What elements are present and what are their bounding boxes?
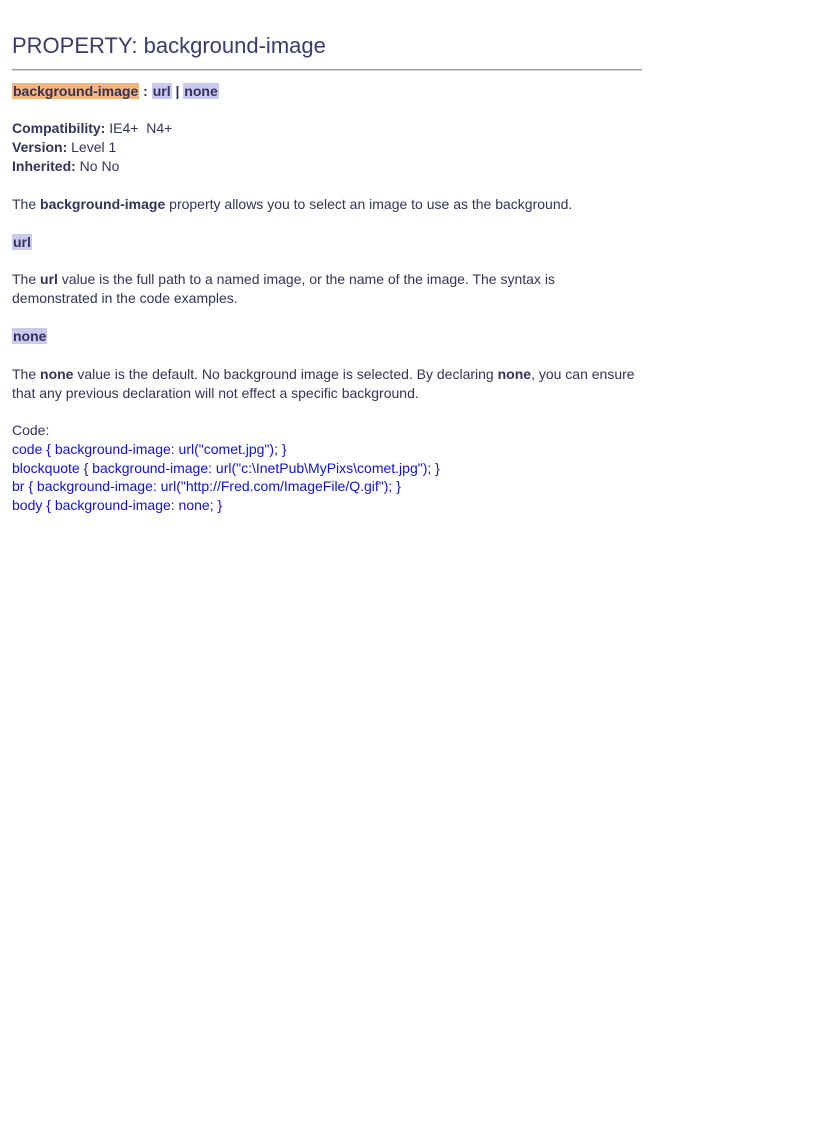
- syntax-line: [12, 82, 219, 100]
- intro-paragraph: [12, 195, 642, 214]
- syntax-value-none: none: [184, 83, 218, 99]
- intro-after: property allows you to select an image to use as the background.: [165, 196, 573, 212]
- compatibility-label: Compatibility:: [12, 120, 106, 136]
- url-heading-text: url: [13, 234, 31, 250]
- code-line-4: body { background-image: none; }: [12, 496, 223, 513]
- url-bold: url: [40, 271, 58, 287]
- inherited-label: Inherited:: [12, 158, 76, 174]
- syntax-value-url: url: [152, 83, 171, 99]
- title-divider: [12, 69, 642, 71]
- page-title: PROPERTY: background-image: [12, 33, 326, 58]
- url-before: The: [12, 271, 41, 287]
- none-bold: none: [40, 366, 74, 382]
- url-after: value is the full path to a named image, or the name of the image. The syntax is demonstrated in the code examples.: [12, 271, 555, 306]
- code-line-2: blockquote { background-image: url("c:\InetPub\MyPixs\comet.jpg"); }: [12, 459, 440, 476]
- code-line-3: br { background-image: url("http://Fred.com/ImageFile/Q.gif"); }: [12, 478, 401, 495]
- none-heading: [12, 327, 47, 345]
- version-label: Version:: [12, 139, 68, 155]
- meta-block: [12, 119, 172, 176]
- inherited-row: [12, 157, 172, 176]
- compatibility-value: IE4+ N4+: [109, 120, 173, 136]
- intro-bold: background-image: [40, 196, 166, 212]
- syntax-separator: :: [143, 83, 148, 99]
- inherited-value: No No: [79, 158, 120, 174]
- intro-before: The: [12, 196, 41, 212]
- syntax-pipe: |: [175, 83, 180, 99]
- url-paragraph: [12, 270, 642, 308]
- url-heading: [12, 233, 32, 251]
- version-row: [12, 138, 172, 157]
- compatibility-row: [12, 119, 172, 138]
- none-paragraph: [12, 365, 642, 403]
- code-block: [12, 440, 440, 514]
- none-heading-text: none: [13, 328, 47, 344]
- syntax-property: background-image: [13, 83, 139, 99]
- code-line-1: code { background-image: url("comet.jpg"); }: [12, 441, 287, 457]
- version-value: Level 1: [71, 139, 117, 155]
- none-before: The: [12, 366, 41, 382]
- none-after: , you can ensure that any previous declaration will not effect a specific background.: [12, 366, 635, 401]
- code-label: Code:: [12, 422, 50, 438]
- none-bold-2: none: [497, 366, 532, 382]
- none-middle: value is the default. No background image is selected. By declaring: [73, 366, 498, 382]
